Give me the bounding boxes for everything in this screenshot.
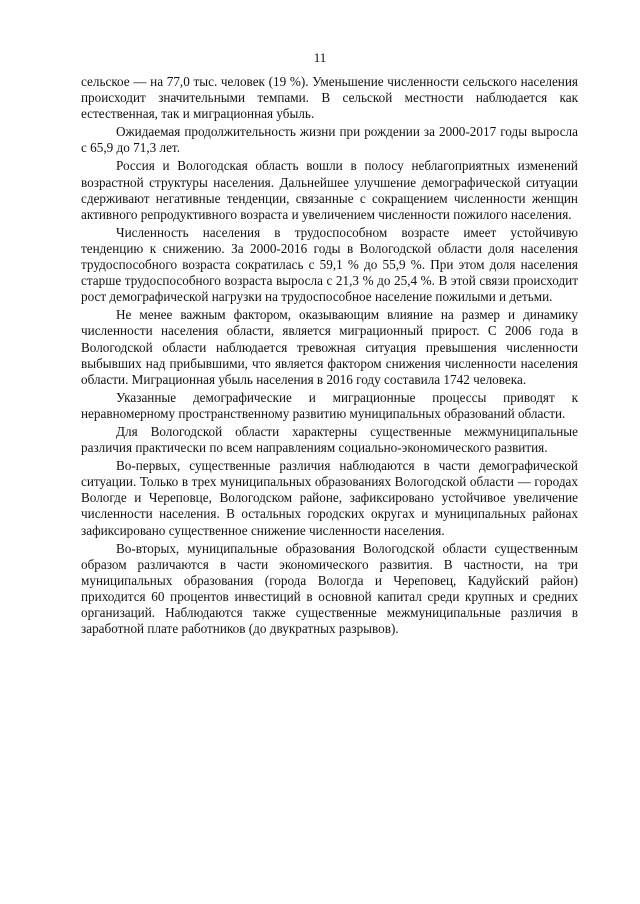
paragraph-uneven-development: Указанные демографические и миграционные процессы приводят к неравномерному пространственному развитию муниципальных образований области.: [81, 389, 578, 421]
paragraph-rural-population: сельское — на 77,0 тыс. человек (19 %). Уменьшение численности сельского населения происходит значительными темпами. В сельской местности наблюдается как естественная, так и миграционная убыль.: [81, 74, 578, 122]
paragraph-municipal-differences: Для Вологодской области характерны существенные межмуниципальные различия практически по всем направлениям социально-экономического развития.: [81, 423, 578, 456]
paragraph-working-age: Численность населения в трудоспособном возрасте имеет устойчивую тенденцию к снижению. За 2000-2016 годы в Вологодской области доля населения трудоспособного возраста сократилась с 59,1 % до 55,9 %. При этом доля населения старше трудоспособного возраста выросла с 21,3 % до 25,4 %. В этой связи происходит рост демографической нагрузки на трудоспособное население пожилыми и детьми.: [81, 224, 578, 305]
paragraph-economic-differences: Во-вторых, муниципальные образования Вологодской области существенным образом различаются в части экономического развития. В частности, на три муниципальных образования (города Вологда и Череповец, Кадуйский район) приходится 60 процентов инвестиций в основной капитал среди крупных и средних организаций. Наблюдаются также существенные межмуниципальные различия в заработной плате работников (до двукратных разрывов).: [81, 540, 578, 637]
document-body: [81, 74, 578, 639]
page-number: 11: [313, 50, 327, 65]
paragraph-age-structure: Россия и Вологодская область вошли в полосу неблагоприятных изменений возрастной структуры населения. Дальнейшее улучшение демографической ситуации сдерживают негативные тенденции, связанные с сокращением численности женщин активного репродуктивного возраста и увеличением численности пожилого населения.: [81, 158, 578, 222]
paragraph-migration: Не менее важным фактором, оказывающим влияние на размер и динамику численности населения области, является миграционный прирост. С 2006 года в Вологодской области наблюдается тревожная ситуация превышения численности выбывших над прибывшими, что является фактором снижения численности населения области. Миграционная убыль населения в 2016 году составила 1742 человека.: [81, 307, 578, 387]
paragraph-demographic-differences: Во-первых, существенные различия наблюдаются в части демографической ситуации. Только в трех муниципальных образованиях Вологодской области — городах Вологде и Череповце, Вологодском районе, зафиксировано устойчивое увеличение численности населения. В остальных городских округах и муниципальных районах зафиксировано существенное снижение численности населения.: [81, 458, 578, 538]
paragraph-life-expectancy: Ожидаемая продолжительность жизни при рождении за 2000-2017 годы выросла с 65,9 до 71,3 лет.: [81, 124, 578, 156]
